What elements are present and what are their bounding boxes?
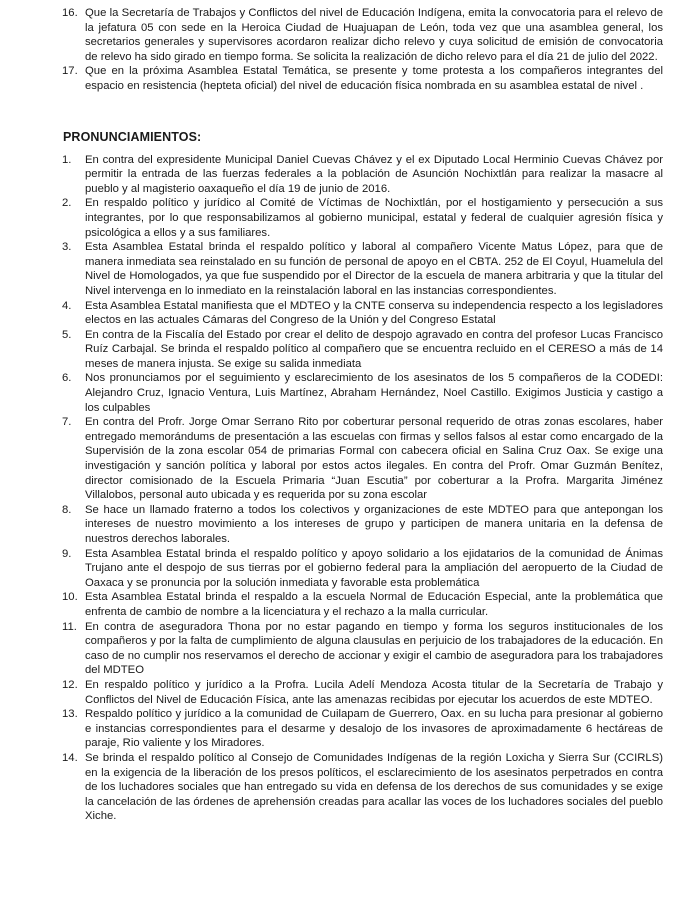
list-item xyxy=(63,299,663,328)
item-number: 5. xyxy=(62,328,72,341)
continued-agreements-list xyxy=(63,6,663,94)
item-text: Esta Asamblea Estatal brinda el respaldo político y laboral al compañero Vicente Matus López, para que de manera inmediata sea reinstalado en su función de personal de apoyo en el CBTA. 252 de El Coyul, Huamelula del Nivel de Homologados, ya que fue suspendido por el Director de la escuela de manera arbitraria y que la titular del Nivel intervenga en lo inmediato en la reinstalación laboral en las instancias correspondientes. xyxy=(85,241,663,297)
section-heading: PRONUNCIAMIENTOS: xyxy=(63,129,202,144)
item-number: 11. xyxy=(62,620,77,633)
item-text: Que la Secretaría de Trabajos y Conflictos del nivel de Educación Indígena, emita la convocatoria para el relevo de la jefatura 05 con sede en la Heroica Ciudad de Huajuapan de León, toda vez que una asamblea general, los secretarios generales y supervisores acordaron realizar dicho relevo y cuya solicitud de emisión de convocatoria de relevo ha sido girado en tiempo forma. Se solicita la realización de dicho relevo para el día 21 de julio del 2022. xyxy=(85,7,663,63)
item-number: 4. xyxy=(62,299,72,312)
item-text: Nos pronunciamos por el seguimiento y esclarecimiento de los asesinatos de los 5 compañeros de la CODEDI: Alejandro Cruz, Ignacio Ventura, Luis Martínez, Abraham Hernández, Noel Castillo. Exigimos Justicia y castigo a los culpables xyxy=(85,372,663,414)
item-number: 7. xyxy=(62,416,72,429)
item-text: En respaldo político y jurídico al Comité de Víctimas de Nochixtlán, por el hostigamiento y persecución a sus integrantes, por lo que responsabilizamos al gobierno municipal, estatal y federal de cualquier agresión física y psicológica a ellos y a sus familiares. xyxy=(85,197,663,239)
item-text: Esta Asamblea Estatal brinda el respaldo a la escuela Normal de Educación Especial, ante la problemática que enfrenta de cambio de nombre a la licenciatura y el rechazo a la malla curricular. xyxy=(85,591,663,618)
list-item xyxy=(63,64,663,93)
list-item xyxy=(63,371,663,415)
item-text: Se brinda el respaldo político al Consejo de Comunidades Indígenas de la región Loxicha y Sierra Sur (CCIRLS) en la exigencia de la liberación de los presos políticos, el esclarecimiento de los asesinatos perpetrados en contra de los luchadores sociales que han entregado su vida en defensa de los derechos de sus comunidades y se exige la cancelación de las órdenes de aprehensión creadas para acallar las voces de los luchadores sociales del pueblo Xiche. xyxy=(85,751,663,823)
item-text: Se hace un llamado fraterno a todos los colectivos y organizaciones de este MDTEO para que antepongan los intereses de nuestro movimiento a los intereses de grupo y participen de manera unitaria en la defensa de nuestros derechos laborales. xyxy=(85,503,663,545)
list-item xyxy=(63,240,663,298)
item-number: 2. xyxy=(62,197,72,210)
item-text: En contra del Profr. Jorge Omar Serrano Rito por coberturar personal requerido de otras zonas escolares, haber entregado memorándums de presentación a las escuelas con firmas y sellos falsos al estar como encargado de la Supervisión de la zona escolar 054 de primarias Formal con cabecera oficial en Salina Cruz Oax. Se exige una investigación y sanción política y laboral por estos actos ilegales. En contra del Profr. Omar Guzmán Benítez, director comisionado de la Escuela Primaria “Juan Escutia” por coberturar a la Profra. Margarita Jiménez Villalobos, personal auto ubicada y es requerida por su zona escolar xyxy=(85,416,663,502)
item-text: En contra del expresidente Municipal Daniel Cuevas Chávez y el ex Diputado Local Herminio Cuevas Chávez por permitir la entrada de las fuerzas federales a la población de Asunción Nochixtlán para realizar la masacre al pueblo y al magisterio oaxaqueño el día 19 de junio de 2016. xyxy=(85,153,663,195)
item-text: Esta Asamblea Estatal manifiesta que el MDTEO y la CNTE conserva su independencia respecto a los legisladores electos en las actuales Cámaras del Congreso de la Unión y del Congreso Estatal xyxy=(85,299,663,327)
list-item xyxy=(63,6,663,64)
item-text: En respaldo político y jurídico a la Profra. Lucila Adelí Mendoza Acosta titular de la Secretaría de Trabajo y Conflictos del Nivel de Educación Física, ante las amenazas recibidas por ejecutar los acuerdos de este MDTEO. xyxy=(85,678,663,706)
item-text: Que en la próxima Asamblea Estatal Temática, se presente y tome protesta a los compañeros integrantes del espacio en resistencia (hepteta oficial) del nivel de educación física nombrada en su asamblea estatal de nivel . xyxy=(85,65,663,92)
list-item xyxy=(63,547,663,591)
item-number: 17. xyxy=(62,65,78,78)
list-item xyxy=(63,328,663,372)
list-item xyxy=(63,751,663,824)
item-text: Esta Asamblea Estatal brinda el respaldo político y apoyo solidario a los ejidatarios de la comunidad de Ánimas Trujano ante el despojo de sus tierras por el gobierno federal para la ampliación del aeropuerto de la Ciudad de Oaxaca y se pronuncia por la solución inmediata y favorable esta problemática xyxy=(85,547,663,589)
list-item xyxy=(63,707,663,751)
item-number: 9. xyxy=(62,547,72,560)
list-item xyxy=(63,415,663,503)
list-item xyxy=(63,196,663,240)
item-number: 6. xyxy=(62,372,72,385)
item-number: 3. xyxy=(62,241,72,254)
item-number: 12. xyxy=(62,678,78,691)
list-item xyxy=(63,590,663,619)
item-number: 8. xyxy=(62,503,72,516)
list-item xyxy=(63,620,663,678)
item-text: En contra de la Fiscalía del Estado por crear el delito de despojo agravado en contra del profesor Lucas Francisco Ruíz Carbajal. Se brinda el respaldo político al compañero que se encuentra recluido en el CERESO a más de 14 meses de manera injusta. Se exige su salida inmediata xyxy=(85,328,663,370)
item-text: Respaldo político y jurídico a la comunidad de Cuilapam de Guerrero, Oax. en su lucha para presionar al gobierno e instancias correspondientes para el desarme y desalojo de los invasores de aproximadamente 6 hectáreas de paraje, Rio valiente y los Miradores. xyxy=(85,708,663,750)
item-number: 10. xyxy=(62,591,78,604)
list-item xyxy=(63,153,663,197)
list-item xyxy=(63,503,663,547)
item-text: En contra de aseguradora Thona por no estar pagando en tiempo y forma los seguros institucionales de los compañeros y por la falta de cumplimiento de alguna clausulas en perjuicio de los trabajadores de la educación. En caso de no cumplir nos reservamos el derecho de accionar y exigir el cambio de aseguradora para los trabajadores del MDTEO xyxy=(85,620,663,677)
item-number: 1. xyxy=(62,153,72,166)
list-item xyxy=(63,678,663,707)
item-number: 14. xyxy=(62,751,78,764)
pronouncements-list xyxy=(63,153,663,824)
item-number: 16. xyxy=(62,7,78,19)
item-number: 13. xyxy=(62,708,78,721)
